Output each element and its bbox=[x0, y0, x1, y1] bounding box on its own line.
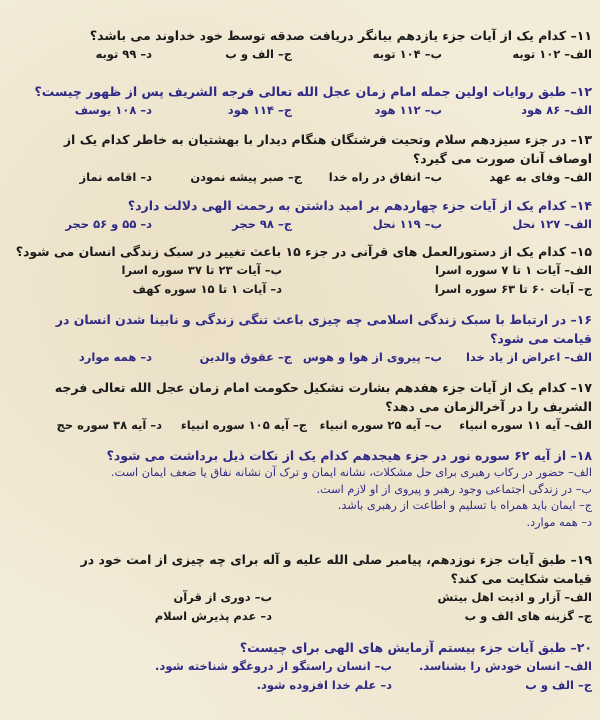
question-text: ۱۹– طبق آیات جزء نوزدهم، پیامبر صلی الله علیه و آله برای چه چیزی از امت خود در قیامت شکایت می کند؟ bbox=[80, 552, 592, 586]
question-text: ۱۵– کدام یک از دستورالعمل های قرآنی در جزء ۱۵ باعث تغییر در سبک زندگی انسان می شود؟ bbox=[15, 244, 592, 259]
option-d: د– همه موارد bbox=[78, 350, 152, 364]
question-20 bbox=[8, 638, 592, 695]
option-b: ب– پیروی از هوا و هوس bbox=[302, 350, 442, 364]
question-text: ۱۶– در ارتباط با سبک زندگی اسلامی چه چیزی باعث تنگی زندگی و نابینا شدن انسان در قیامت می شود؟ bbox=[55, 312, 592, 346]
option-c: ج– الف و ب bbox=[525, 678, 592, 692]
option-a: الف– ۸۶ هود bbox=[521, 103, 592, 117]
option-c: ج– آیه ۱۰۵ سوره انبیاء bbox=[180, 418, 307, 432]
options-row bbox=[8, 607, 592, 626]
question-19 bbox=[8, 550, 592, 626]
question-14 bbox=[8, 196, 592, 234]
question-13 bbox=[8, 130, 592, 187]
option-a: الف– اعراض از یاد خدا bbox=[465, 350, 592, 364]
option-d: د– علم خدا افزوده شود. bbox=[256, 678, 392, 692]
option-b: ب– ۱۱۹ نحل bbox=[372, 217, 442, 231]
option-c: ج– آیات ۶۰ تا ۶۳ سوره اسرا bbox=[434, 282, 592, 296]
option-b: ب– آیات ۲۳ تا ۳۷ سوره اسرا bbox=[121, 263, 282, 277]
options-row bbox=[8, 215, 592, 234]
options-row bbox=[8, 657, 592, 676]
question-16 bbox=[8, 310, 592, 367]
option-b: ب– دوری از قرآن bbox=[173, 590, 272, 604]
option-a: الف– آزار و اذیت اهل بیتش bbox=[437, 590, 592, 604]
question-text: ۲۰– طبق آیات جزء بیستم آزمایش های الهی برای چیست؟ bbox=[239, 640, 592, 655]
option-a: الف– آیات ۱ تا ۷ سوره اسرا bbox=[435, 263, 592, 277]
options-row bbox=[8, 348, 592, 367]
option-a: الف– حضور در رکاب رهبری برای حل مشکلات، نشانه ایمان و ترک آن نشانه نفاق یا ضعف ایمان است. bbox=[110, 466, 592, 479]
question-15 bbox=[8, 242, 592, 299]
option-d: د– آیات ۱ تا ۱۵ سوره کهف bbox=[132, 282, 282, 296]
options-row bbox=[8, 101, 592, 120]
option-b: ب– آیه ۲۵ سوره انبیاء bbox=[319, 418, 442, 432]
option-b: ب– ۱۰۴ توبه bbox=[372, 47, 442, 61]
option-a: الف– ۱۲۷ نحل bbox=[512, 217, 592, 231]
question-17 bbox=[8, 378, 592, 435]
options-row bbox=[8, 676, 592, 695]
option-c: ج– الف و ب bbox=[225, 47, 292, 61]
option-d: د– همه موارد. bbox=[526, 515, 592, 529]
question-text: ۱۸– از آیه ۶۲ سوره نور در جزء هیجدهم کدام یک از نکات ذیل برداشت می شود؟ bbox=[106, 448, 592, 463]
question-18 bbox=[8, 446, 592, 531]
option-b: ب– ۱۱۲ هود bbox=[374, 103, 442, 117]
option-d: د– عدم پذیرش اسلام bbox=[154, 609, 272, 623]
question-11 bbox=[8, 26, 592, 64]
option-b: ب– انسان راستگو از دروغگو شناخته شود. bbox=[155, 659, 392, 673]
option-d: د– ۱۰۸ یوسف bbox=[74, 103, 152, 117]
question-12 bbox=[8, 82, 592, 120]
options-row bbox=[8, 261, 592, 280]
option-b: ب– انفاق در راه خدا bbox=[328, 170, 442, 184]
options-row bbox=[8, 280, 592, 299]
question-text: ۱۳– در جزء سیزدهم سلام وتحیت فرشتگان هنگام دیدار با بهشتیان به خاطر کدام یک از اوصاف آنان صورت می گیرد؟ bbox=[63, 132, 592, 166]
option-d: د– ۵۵ و ۵۶ حجر bbox=[65, 217, 152, 231]
option-a: الف– آیه ۱۱ سوره انبیاء bbox=[459, 418, 592, 432]
options-row bbox=[8, 168, 592, 187]
options-row bbox=[8, 45, 592, 64]
option-d: د– ۹۹ توبه bbox=[95, 47, 152, 61]
option-c: ج– ایمان باید همراه با تسلیم و اطاعت از رهبری باشد. bbox=[337, 499, 592, 512]
question-text: ۱۷– کدام یک از آیات جزء هفدهم بشارت تشکیل حکومت امام زمان عجل الله تعالی فرجه الشریف را در آخرالزمان می دهد؟ bbox=[54, 380, 592, 414]
option-c: ج– صبر پیشه نمودن bbox=[190, 170, 302, 184]
option-c: ج– ۹۸ حجر bbox=[232, 217, 292, 231]
options-row bbox=[8, 416, 592, 435]
question-text: ۱۲– طبق روایات اولین جمله امام زمان عجل الله تعالی فرجه الشریف پس از ظهور چیست؟ bbox=[34, 84, 592, 99]
quiz-page bbox=[8, 4, 592, 716]
question-text: ۱۴– کدام یک از آیات جزء چهاردهم بر امید داشتن به رحمت الهی دلالت دارد؟ bbox=[127, 198, 592, 213]
options-row bbox=[8, 588, 592, 607]
option-c: ج– عقوق والدین bbox=[199, 350, 292, 364]
question-text: ۱۱– کدام یک از آیات جزء یازدهم بیانگر دریافت صدقه توسط خود خداوند می باشد؟ bbox=[89, 28, 592, 43]
option-a: الف– ۱۰۲ توبه bbox=[512, 47, 592, 61]
option-d: د– آیه ۳۸ سوره حج bbox=[56, 418, 162, 432]
option-c: ج– گزینه های الف و ب bbox=[464, 609, 592, 623]
option-d: د– اقامه نماز bbox=[79, 170, 152, 184]
option-c: ج– ۱۱۴ هود bbox=[227, 103, 292, 117]
option-b: ب– در زندگی اجتماعی وجود رهبر و پیروی از او لازم است. bbox=[316, 482, 592, 496]
options-list bbox=[8, 465, 592, 531]
option-a: الف– وفای به عهد bbox=[489, 170, 592, 184]
option-a: الف– انسان خودش را بشناسد. bbox=[419, 659, 592, 673]
